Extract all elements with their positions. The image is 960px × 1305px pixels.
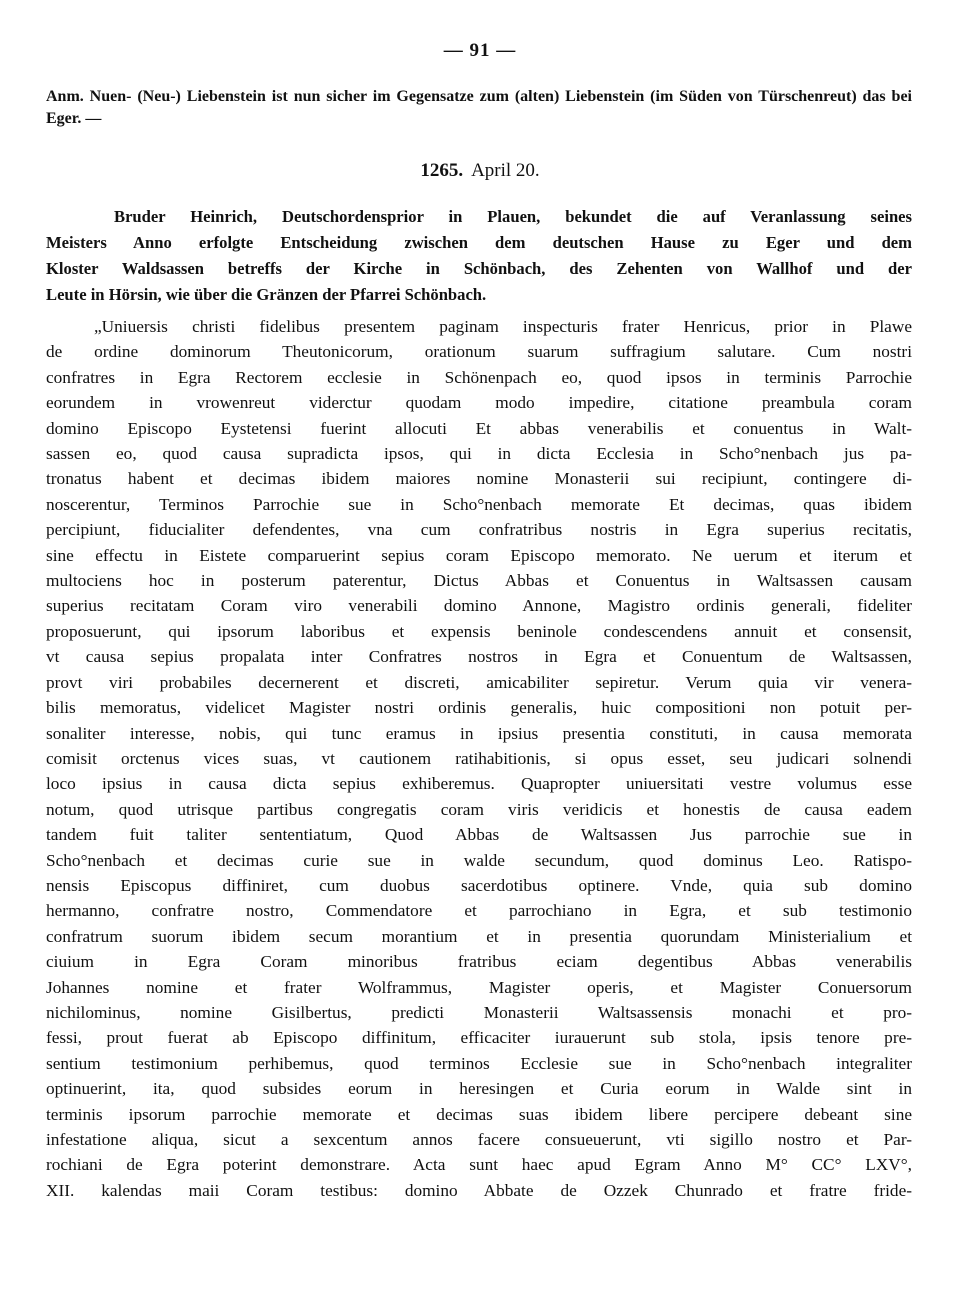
text-line: nichilominus, nomine Gisilbertus, predicti Monasterii Waltsassensis monachi et pro- — [46, 1002, 912, 1022]
text-line: vt causa sepius propalata inter Confratres nostros in Egra et Conuentum de Waltsassen, — [46, 647, 912, 667]
footnote-annotation: Anm. Nuen- (Neu-) Liebenstein ist nun sicher im Gegensatze zum (alten) Liebenstein (im Süden von Türschenreut) das bei Eger. — — [46, 88, 912, 127]
text-line: Johannes nomine et frater Wolframmus, Magister operis, et Magister Conuersorum — [46, 977, 912, 997]
text-line: eorundem in vrowenreut viderctur quodam modo impedire, citatione preambula coram — [46, 393, 912, 413]
text-line: percipiunt, fiducialiter defendentes, vna cum confratribus nostris in Egra superius recitatis, — [46, 520, 912, 540]
text-line: confratrum suorum ibidem secum morantium et in presentia quorundam Ministerialium et — [46, 926, 912, 946]
text-line: provt viri probabiles decernerent et discreti, amicabiliter sepiretur. Verum quia vir venera- — [46, 672, 912, 692]
date-day: April 20. — [471, 160, 540, 181]
text-line: infestatione aliqua, sicut a sexcentum annos facere consueuerunt, vti sigillo nostro et Par- — [46, 1130, 912, 1149]
text-line: noscerentur, Terminos Parrochie sue in Scho°nenbach memorate Et decimas, quas ibidem — [46, 494, 912, 514]
text-line: loco ipsius in causa dicta sepius exhiberemus. Quapropter uniuersitati vestre volumus esse — [46, 774, 912, 794]
text-line: „Uniuersis christi fidelibus presentem paginam inspecturis frater Henricus, prior in Plawe — [94, 317, 912, 336]
text-line: fessi, prout fuerat ab Episcopo diffinitum, efficaciter iurauerunt sub stola, ipsis tenore pre- — [46, 1028, 912, 1048]
text-line: sassen eo, quod causa supradicta ipsos, qui in dicta Ecclesia in Scho°nenbach jus pa- — [46, 444, 912, 464]
text-line: multociens hoc in posterum paterentur, Dictus Abbas et Conuentus in Waltsassen causam — [46, 571, 912, 591]
text-line: sentium testimonium perhibemus, quod terminos Ecclesie sue in Scho°nenbach integraliter — [46, 1053, 912, 1073]
text-line: confratres in Egra Rectorem ecclesie in Schönenpach eo, quod ipsos in terminis Parrochie — [46, 367, 912, 387]
text-line: optinuerint, ita, quod subsides eorum in heresingen et Curia eorum in Walde sint in — [46, 1079, 912, 1099]
text-line: de ordine dominorum Theutonicorum, orationum suarum suffragium salutare. Cum nostri — [46, 342, 912, 362]
text-line: XII. kalendas maii Coram testibus: domino Abbate de Ozzek Chunrado et fratre fride- — [46, 1180, 912, 1200]
text-line: sonaliter interesse, nobis, qui tunc eramus in ipsius presentia constituti, in causa memorata — [46, 723, 912, 743]
text-line: sine effectu in Eistete comparuerint sepius coram Episcopo memorato. Ne uerum et iterum et — [46, 545, 912, 565]
charter-text — [46, 314, 912, 1203]
text-line: Bruder Heinrich, Deutschordensprior in Plauen, bekundet die auf Veranlassung seines — [114, 207, 912, 226]
text-line: proposuerunt, qui ipsorum laboribus et expensis beninole condescendens annuit et consensit, — [46, 621, 912, 641]
text-line: tronatus habent et decimas ibidem maiores nomine Monasterii sui recipiunt, contingere di- — [46, 469, 912, 489]
regest-summary — [46, 204, 912, 308]
text-line: notum, quod utrisque partibus congregatis coram viris veridicis et honestis de causa eadem — [46, 799, 912, 819]
text-line: Scho°nenbach et decimas curie sue in walde secundum, quod dominus Leo. Ratispo- — [46, 850, 912, 870]
text-line: bilis memoratus, videlicet Magister nostri ordinis generalis, huic compositioni non potuit per- — [46, 698, 912, 718]
text-line: domino Episcopo Eystetensi fuerint allocuti Et abbas venerabilis et conuentus in Walt- — [46, 418, 912, 438]
text-line: nensis Episcopus diffiniret, cum duobus sacerdotibus optinere. Vnde, quia sub domino — [46, 875, 912, 895]
text-line: superius recitatam Coram viro venerabili domino Annone, Magistro ordinis generali, fideliter — [46, 596, 912, 616]
text-line: hermanno, confratre nostro, Commendatore et parrochiano in Egra, et sub testimonio — [46, 901, 912, 921]
text-line: Leute in Hörsin, wie über die Gränzen der Pfarrei Schönbach. — [46, 285, 487, 304]
page-number: — 91 — — [443, 40, 517, 61]
text-line: Meisters Anno erfolgte Entscheidung zwischen dem deutschen Hause zu Eger und dem — [46, 233, 912, 252]
text-line: tandem fuit taliter sententiatum, Quod Abbas de Waltsassen Jus parrochie sue in — [46, 825, 912, 845]
text-line: comisit orctenus vices suas, vt cautionem ratihabitionis, si opus esset, seu judicari solnendi — [46, 748, 912, 768]
text-line: ciuium in Egra Coram minoribus fratribus eciam degentibus Abbas venerabilis — [46, 952, 912, 972]
text-line: rochiani de Egra poterint demonstrare. Acta sunt haec apud Egram Anno M° CC° LXV°, — [46, 1155, 912, 1175]
date-year: 1265. — [420, 160, 464, 181]
document-date — [0, 160, 960, 182]
text-line: terminis ipsorum parrochie memorate et decimas suas ibidem libere percipere debeant sine — [46, 1104, 912, 1124]
text-line: Kloster Waldsassen betreffs der Kirche in Schönbach, des Zehenten von Wallhof und der — [46, 259, 912, 278]
